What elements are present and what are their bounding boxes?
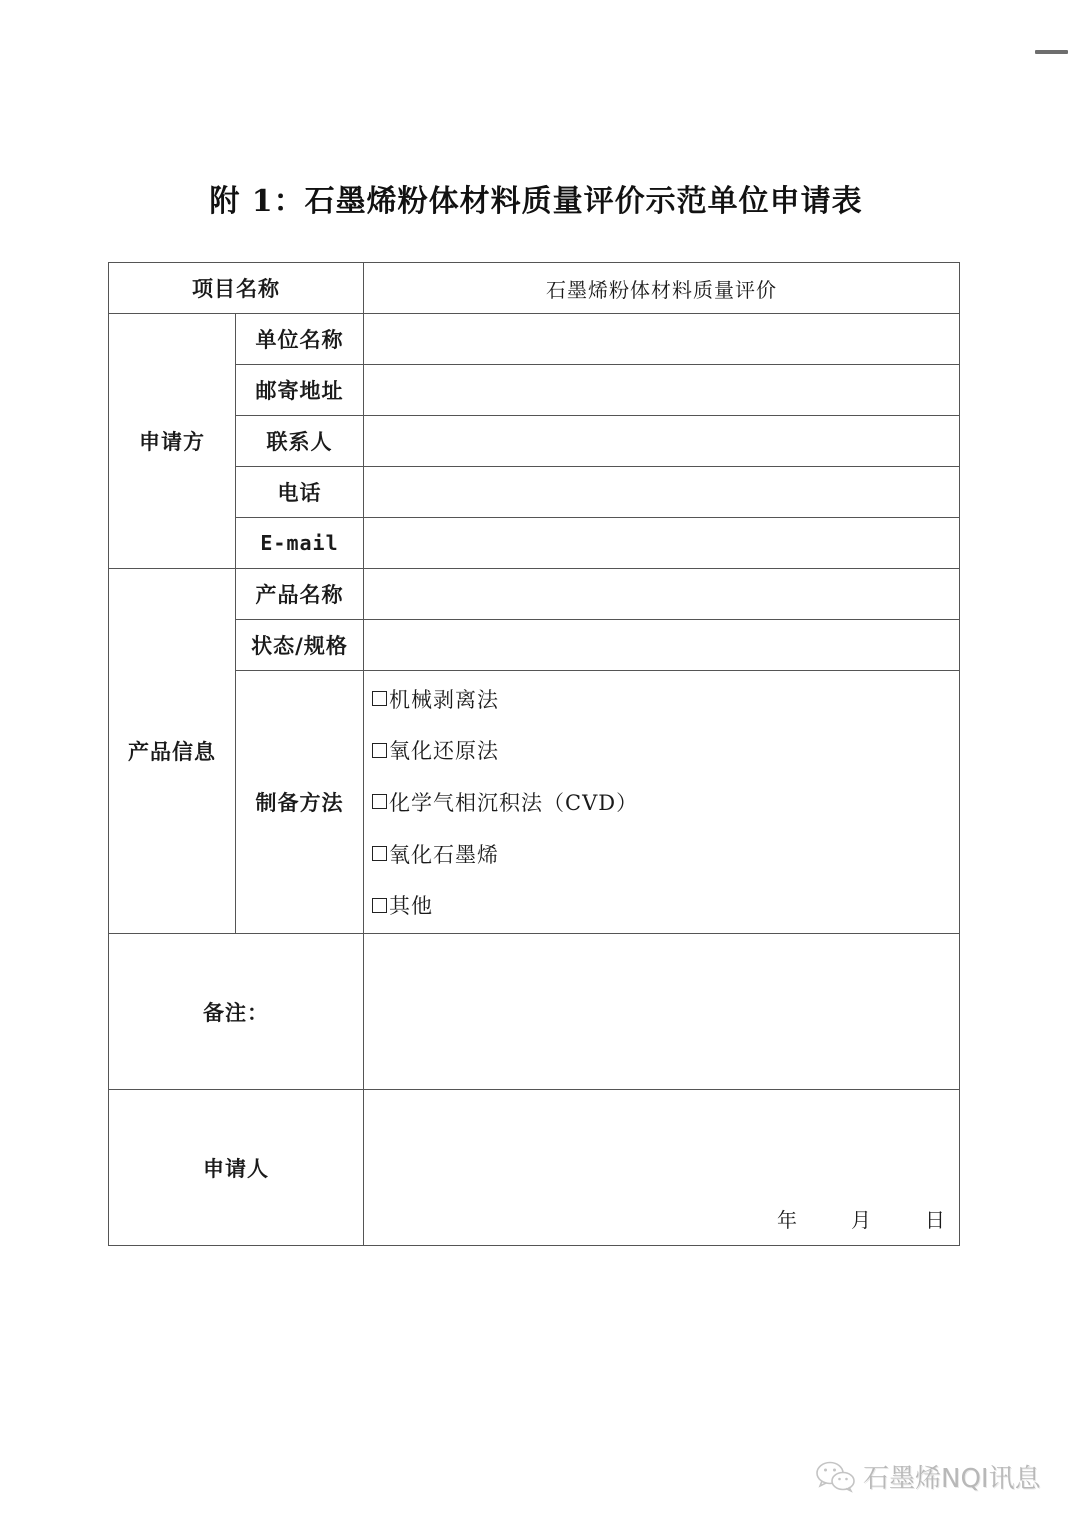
mailing-address-label: 邮寄地址 — [236, 365, 364, 416]
date-year-label: 年 — [777, 1208, 797, 1232]
applicant-signature-label: 申请人 — [109, 1090, 364, 1246]
applicant-row-phone — [109, 467, 960, 518]
method-option-label: 机械剥离法 — [389, 687, 499, 712]
contact-person-field[interactable] — [364, 416, 960, 467]
watermark — [815, 1458, 1041, 1495]
remarks-row — [109, 934, 960, 1090]
method-option-cvd[interactable] — [372, 782, 959, 822]
method-option-label: 化学气相沉积法（CVD） — [389, 790, 639, 815]
application-form-table — [108, 262, 960, 1246]
project-label: 项目名称 — [109, 263, 364, 314]
project-row — [109, 263, 960, 314]
method-option-mechanical-exfoliation[interactable] — [372, 679, 959, 719]
method-option-label: 其他 — [389, 894, 433, 919]
checkbox-icon[interactable] — [372, 794, 387, 809]
watermark-text: 石墨烯NQI讯息 — [863, 1464, 1041, 1494]
applicant-row-mailing-address — [109, 365, 960, 416]
product-name-label: 产品名称 — [236, 569, 364, 620]
remarks-label: 备注： — [109, 934, 364, 1090]
applicant-row-contact — [109, 416, 960, 467]
applicant-row-unit-name — [109, 314, 960, 365]
signature-row — [109, 1090, 960, 1246]
product-row-name — [109, 569, 960, 620]
product-name-field[interactable] — [364, 569, 960, 620]
checkbox-icon[interactable] — [372, 691, 387, 706]
preparation-method-label: 制备方法 — [236, 671, 364, 934]
preparation-method-options — [364, 671, 960, 934]
product-row-method — [109, 671, 960, 934]
email-label: E-mail — [236, 518, 364, 569]
phone-label: 电话 — [236, 467, 364, 518]
mailing-address-field[interactable] — [364, 365, 960, 416]
wechat-icon — [815, 1460, 857, 1494]
status-spec-field[interactable] — [364, 620, 960, 671]
date-month-label: 月 — [851, 1208, 871, 1232]
method-option-other[interactable] — [372, 885, 959, 925]
project-value: 石墨烯粉体材料质量评价 — [364, 263, 960, 314]
checkbox-icon[interactable] — [372, 846, 387, 861]
applicant-group-label: 申请方 — [109, 314, 236, 569]
document-title: 附 1：石墨烯粉体材料质量评价示范单位申请表 — [209, 184, 863, 219]
unit-name-field[interactable] — [364, 314, 960, 365]
unit-name-label: 单位名称 — [236, 314, 364, 365]
method-option-graphene-oxide[interactable] — [372, 834, 959, 874]
applicant-row-email — [109, 518, 960, 569]
method-option-redox[interactable] — [372, 730, 959, 770]
method-option-label: 氧化石墨烯 — [389, 842, 499, 867]
checkbox-icon[interactable] — [372, 743, 387, 758]
product-row-spec — [109, 620, 960, 671]
email-field[interactable] — [364, 518, 960, 569]
phone-field[interactable] — [364, 467, 960, 518]
contact-person-label: 联系人 — [236, 416, 364, 467]
remarks-field[interactable] — [364, 934, 960, 1090]
date-day-label: 日 — [925, 1208, 945, 1232]
signature-field[interactable] — [364, 1090, 960, 1246]
checkbox-icon[interactable] — [372, 898, 387, 913]
date-line — [777, 1204, 945, 1233]
product-group-label: 产品信息 — [109, 569, 236, 934]
scan-artifact-mark — [1035, 50, 1068, 54]
status-spec-label: 状态/规格 — [236, 620, 364, 671]
method-option-label: 氧化还原法 — [389, 739, 499, 764]
